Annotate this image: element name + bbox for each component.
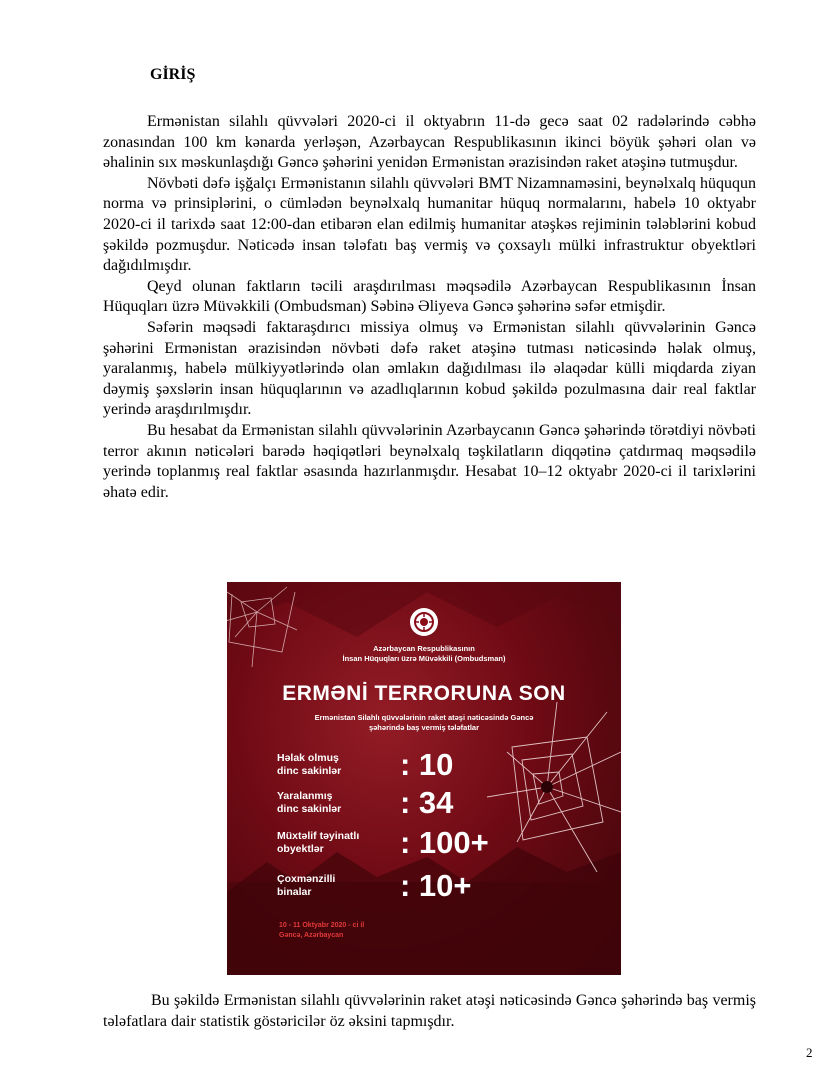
paragraph-1: Ermənistan silahlı qüvvələri 2020-ci il oktyabrın 11-də gecə saat 02 radələrində cəbhə zonasından 100 km kənarda yerləşən, Azərbaycan Respublikasının ikinci böyük şəhəri olan və əhalinin sıx məskunlaşdığı Gəncə şəhərini yenidən Ermənistan ərazisindən raket atəşinə tutmuşdur. <box>103 113 756 172</box>
poster-subtitle-line1: Ermənistan Silahlı qüvvələrinin raket atəşi nəticəsində Gəncə <box>314 713 534 722</box>
paragraph-4: Səfərin məqsədi faktaraşdırıcı missiya olmuş və Ermənistan silahlı qüvvələrinin Gəncə şəhərini Ermənistan ərazisindən növbəti dəfə raket atəşinə tutması nəticəsində həlak olmuş, yaralanmış, habelə mülkiyyətlərində olan əmlakın dağıdılması ilə əlaqədar külli miqdarda ziyan dəymiş şəxslərin insan hüquqlarının və azadlıqlarının kobud şəkildə pozulmasına dair real faktlar yerində araşdırılmışdır. <box>103 318 756 419</box>
paragraph-5: Bu hesabat da Ermənistan silahlı qüvvələrinin Azərbaycanın Gəncə şəhərində törətdiyi növbəti terror akının nəticələri barədə həqiqətləri beynəlxalq təşkilatların diqqətinə çatdırmaq məqsədilə yerində toplanmış real faktlar əsasında hazırlanmışdır. Hesabat 10–12 oktyabr 2020-ci il tarixlərini əhatə edir. <box>103 421 756 501</box>
stat-label: Həlak olmuş dinc sakinlər <box>277 752 342 777</box>
stat-label: Çoxmənzilli binalar <box>277 873 336 898</box>
stat-label: Müxtəlif təyinatlı obyektlər <box>277 830 360 855</box>
stat-value: : 100+ <box>400 825 489 860</box>
poster-subtitle-line2: şəhərində baş vermiş tələfatlar <box>368 723 480 732</box>
figure-caption: Bu şəkildə Ermənistan silahlı qüvvələrinin raket atəşi nəticəsində Gəncə şəhərində baş vermiş tələfatlara dair statistik göstəricilər öz əksini tapmışdır. <box>103 992 756 1030</box>
org-name-line2: İnsan Hüquqları üzrə Müvəkkili (Ombudsman) <box>342 654 506 663</box>
paragraph-2: Növbəti dəfə işğalçı Ermənistanın silahlı qüvvələri BMT Nizamnaməsini, beynəlxalq hüququn norma və prinsiplərini, o cümlədən beynəlxalq humanitar hüquq normalarını, habelə 10 oktyabr 2020-ci il tarixdə saat 12:00-dan etibarən elan edilmiş humanitar atəşkəs rejiminin tələblərini kobud şəkildə pozmuşdur. Nəticədə insan tələfatı baş vermiş və çoxsaylı mülki infrastruktur obyektləri dağıdılmışdır. <box>103 174 756 275</box>
org-name-line1: Azərbaycan Respublikasının <box>373 644 475 653</box>
poster-date: 10 - 11 Oktyabr 2020 - ci il Gəncə, Azərbaycan <box>279 922 365 939</box>
stat-value: : 10 <box>400 747 454 782</box>
intro-text <box>103 112 756 503</box>
poster-slogan: ERMƏNİ TERRORUNA SON <box>282 682 566 705</box>
stat-label: Yaralanmış dinc sakinlər <box>277 790 342 815</box>
section-heading: GİRİŞ <box>150 66 196 83</box>
statistics-poster <box>227 582 621 975</box>
ombudsman-emblem-icon <box>410 608 438 636</box>
page-number: 2 <box>806 1045 813 1060</box>
stat-value: : 34 <box>400 785 454 820</box>
paragraph-3: Qeyd olunan faktların təcili araşdırılması məqsədilə Azərbaycan Respublikasının İnsan Hüquqları üzrə Müvəkkili (Ombudsman) Səbinə Əliyeva Gəncə şəhərinə səfər etmişdir. <box>103 277 756 316</box>
stat-value: : 10+ <box>400 868 472 903</box>
